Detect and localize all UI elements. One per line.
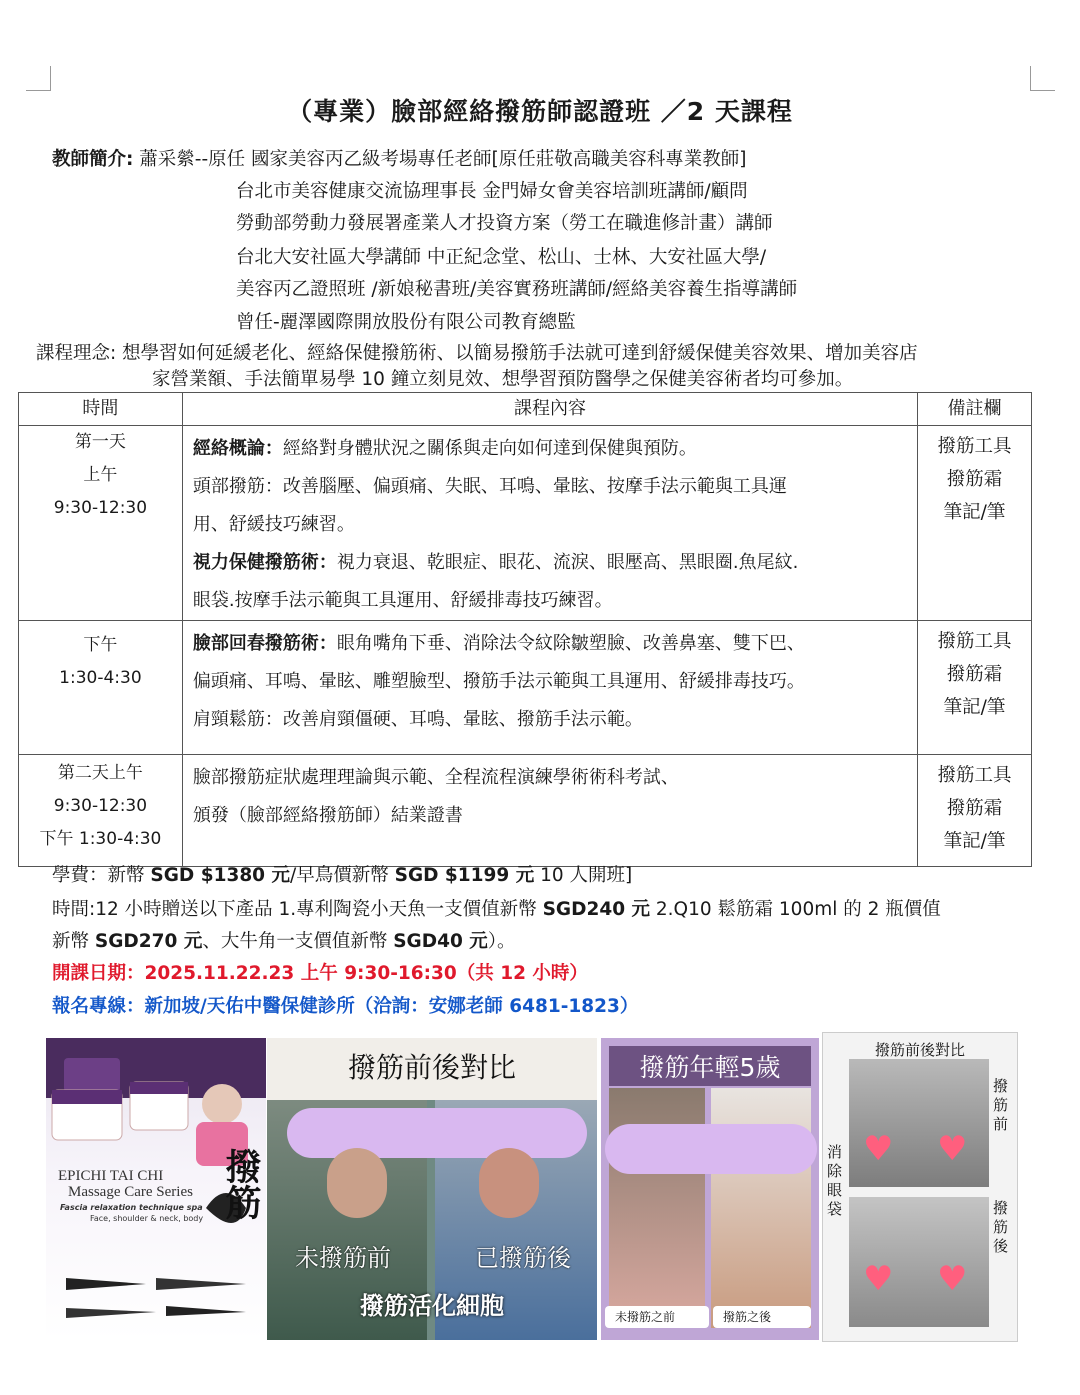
table-row bbox=[19, 426, 1032, 621]
time-cell bbox=[19, 755, 183, 867]
comparison-image-3 bbox=[822, 1032, 1018, 1342]
gift-text: 2.Q10 鬆筋霜 100ml 的 2 瓶價值 bbox=[650, 899, 941, 920]
notes-cell bbox=[918, 621, 1032, 755]
note-item: 撥筋霜 bbox=[946, 664, 1003, 685]
notes-cell bbox=[918, 755, 1032, 867]
comparison-image-1 bbox=[267, 1038, 597, 1340]
schedule-table bbox=[18, 392, 1032, 867]
comparison-title: 撥筋前後對比 bbox=[874, 1041, 965, 1059]
tagline: Fascia relaxation technique spa bbox=[60, 1203, 203, 1212]
heart-icon: ♥ bbox=[863, 1129, 894, 1169]
topic-title: 臉部回春撥筋術： bbox=[192, 633, 337, 654]
time-text: 第二天上午 bbox=[57, 763, 143, 783]
jar-label: EPICHI bbox=[56, 1127, 89, 1138]
time-text: 9:30-12:30 bbox=[53, 796, 148, 816]
comparison-image-2 bbox=[601, 1038, 819, 1340]
time-text: 下午 bbox=[83, 635, 118, 655]
topic-title: 視力保健撥筋術： bbox=[192, 552, 337, 573]
note-item: 筆記/筆 bbox=[943, 697, 1006, 718]
tuition-text: 學費：新幣 bbox=[52, 865, 151, 886]
gift-text: ）。 bbox=[487, 931, 516, 952]
registration-line: 報名專線：新加坡/天佑中醫保健診所（洽詢：安娜老師 6481-1823） bbox=[52, 996, 639, 1017]
label-before: 未撥筋前 bbox=[295, 1244, 391, 1272]
label-after: 已撥筋後 bbox=[475, 1244, 571, 1272]
time-text: 上午 bbox=[83, 465, 118, 485]
topic-text: 頒發（臉部經絡撥筋師）結業證書 bbox=[192, 805, 463, 826]
note-item: 撥筋工具 bbox=[937, 765, 1012, 786]
label-after: 撥筋之後 bbox=[723, 1310, 772, 1324]
time-text: 1:30-4:30 bbox=[59, 668, 142, 688]
note-item: 撥筋霜 bbox=[946, 469, 1003, 490]
gift-text: 、大牛角一支價值新幣 bbox=[202, 931, 394, 952]
label-before: 撥筋前 bbox=[993, 1077, 1009, 1133]
heart-icon: ♥ bbox=[937, 1129, 968, 1169]
header-time: 時間 bbox=[19, 393, 183, 426]
calligraphy-text: 撥筋 bbox=[220, 1148, 262, 1220]
content-cell bbox=[182, 621, 917, 755]
table-header-row bbox=[19, 393, 1032, 426]
content-cell bbox=[182, 755, 917, 867]
early-bird-price: SGD $1199 元 bbox=[394, 865, 535, 886]
tuition-text: 10 人開班] bbox=[534, 865, 633, 886]
teacher-line: 蕭采縈--原任 國家美容丙乙級考場專任老師[原任莊敬高職美容科專業教師] bbox=[139, 149, 747, 170]
header-notes: 備註欄 bbox=[918, 393, 1032, 426]
topic-title: 經絡概論： bbox=[192, 438, 283, 459]
comparison-title: 撥筋前後對比 bbox=[347, 1051, 516, 1084]
topic-text: 頭部撥筋：改善腦壓、偏頭痛、失眠、耳鳴、暈眩、按摩手法示範與工具運 bbox=[192, 476, 787, 497]
gift-text: 時間:12 小時贈送以下產品 1.專利陶瓷小天魚一支價值新幣 bbox=[52, 899, 543, 920]
notes-cell bbox=[918, 426, 1032, 621]
teacher-intro-line bbox=[52, 144, 746, 176]
label-after: 撥筋後 bbox=[993, 1199, 1009, 1255]
teacher-line: 曾任-麗澤國際開放股份有限公司教育總監 bbox=[236, 312, 576, 333]
gift-line bbox=[52, 925, 516, 958]
product-image bbox=[46, 1038, 266, 1340]
concept-line bbox=[36, 340, 918, 367]
concept-label: 課程理念: bbox=[36, 343, 117, 364]
comparison-caption: 撥筋活化細胞 bbox=[360, 1292, 504, 1320]
teacher-line: 勞動部勞動力發展署產業人才投資方案（勞工在職進修計畫）講師 bbox=[236, 213, 773, 234]
teacher-label: 教師簡介: bbox=[52, 149, 134, 170]
side-label: 消除眼袋 bbox=[827, 1143, 843, 1218]
privacy-blur bbox=[605, 1124, 817, 1174]
gift-text: 新幣 bbox=[52, 931, 95, 952]
time-cell bbox=[19, 426, 183, 621]
series-name: Massage Care Series bbox=[68, 1184, 193, 1200]
time-text: 下午 1:30-4:30 bbox=[39, 829, 162, 849]
note-item: 撥筋工具 bbox=[937, 436, 1012, 457]
concept-text: 家營業額、手法簡單易學 10 鐘立刻見效、想學習預防醫學之保健美容術者均可參加。 bbox=[152, 369, 854, 390]
page-corner-mark bbox=[26, 66, 51, 91]
table-row bbox=[19, 755, 1032, 867]
course-date: 開課日期：2025.11.22.23 上午 9:30-16:30（共 12 小時） bbox=[52, 963, 588, 984]
brand-name: EPICHI TAI CHI bbox=[58, 1168, 164, 1184]
page-corner-mark bbox=[1030, 66, 1055, 91]
time-cell bbox=[19, 621, 183, 755]
table-row bbox=[19, 621, 1032, 755]
content-cell bbox=[182, 426, 917, 621]
note-item: 撥筋工具 bbox=[937, 631, 1012, 652]
tagline-sub: Face, shoulder & neck, body bbox=[90, 1214, 204, 1223]
teacher-line: 台北大安社區大學講師 中正紀念堂、松山、士林、大安社區大學/ bbox=[236, 247, 767, 268]
note-item: 撥筋霜 bbox=[946, 798, 1003, 819]
heart-icon: ♥ bbox=[937, 1259, 968, 1299]
teacher-line: 台北市美容健康交流協理事長 金門婦女會美容培訓班講師/顧問 bbox=[236, 181, 748, 202]
time-text: 9:30-12:30 bbox=[53, 498, 148, 518]
comparison-title: 撥筋年輕5歲 bbox=[639, 1053, 781, 1082]
gift-price: SGD270 元 bbox=[94, 931, 203, 952]
topic-text: 肩頸鬆筋：改善肩頸僵硬、耳鳴、暈眩、撥筋手法示範。 bbox=[192, 709, 643, 730]
header-content: 課程內容 bbox=[182, 393, 917, 426]
time-text: 第一天 bbox=[74, 432, 126, 452]
note-item: 筆記/筆 bbox=[943, 831, 1006, 852]
gift-line bbox=[52, 893, 941, 926]
page-title: （專業）臉部經絡撥筋師認證班 ／2 天課程 bbox=[287, 97, 793, 126]
tuition-line bbox=[52, 859, 632, 892]
teacher-line: 美容丙乙證照班 /新娘秘書班/美容實務班講師/經絡美容養生指導講師 bbox=[236, 279, 798, 300]
topic-text: 眼角嘴角下垂、消除法令紋除皺塑臉、改善鼻塞、雙下巴、 bbox=[336, 633, 805, 654]
topic-text: 經絡對身體狀況之關係與走向如何達到保健與預防。 bbox=[282, 438, 697, 459]
topic-text: 眼袋.按摩手法示範與工具運用、舒緩排毒技巧練習。 bbox=[192, 590, 613, 611]
tuition-text: /早鳥價新幣 bbox=[290, 865, 395, 886]
concept-text: 想學習如何延緩老化、經絡保健撥筋術、以簡易撥筋手法就可達到舒緩保健美容效果、增加美容店 bbox=[122, 343, 918, 364]
privacy-blur bbox=[287, 1108, 587, 1158]
gift-price: SGD40 元 bbox=[393, 931, 488, 952]
label-before: 未撥筋之前 bbox=[615, 1310, 676, 1324]
regular-price: SGD $1380 元 bbox=[150, 865, 290, 886]
gift-price: SGD240 元 bbox=[542, 899, 651, 920]
topic-text: 臉部撥筋症狀處理理論與示範、全程流程演練學術術科考試、 bbox=[192, 767, 679, 788]
topic-text: 用、舒緩技巧練習。 bbox=[192, 514, 355, 535]
heart-icon: ♥ bbox=[863, 1259, 894, 1299]
topic-text: 視力衰退、乾眼症、眼花、流淚、眼壓高、黑眼圈.魚尾紋. bbox=[336, 552, 799, 573]
topic-text: 偏頭痛、耳鳴、暈眩、雕塑臉型、撥筋手法示範與工具運用、舒緩排毒技巧。 bbox=[192, 671, 805, 692]
note-item: 筆記/筆 bbox=[943, 502, 1006, 523]
